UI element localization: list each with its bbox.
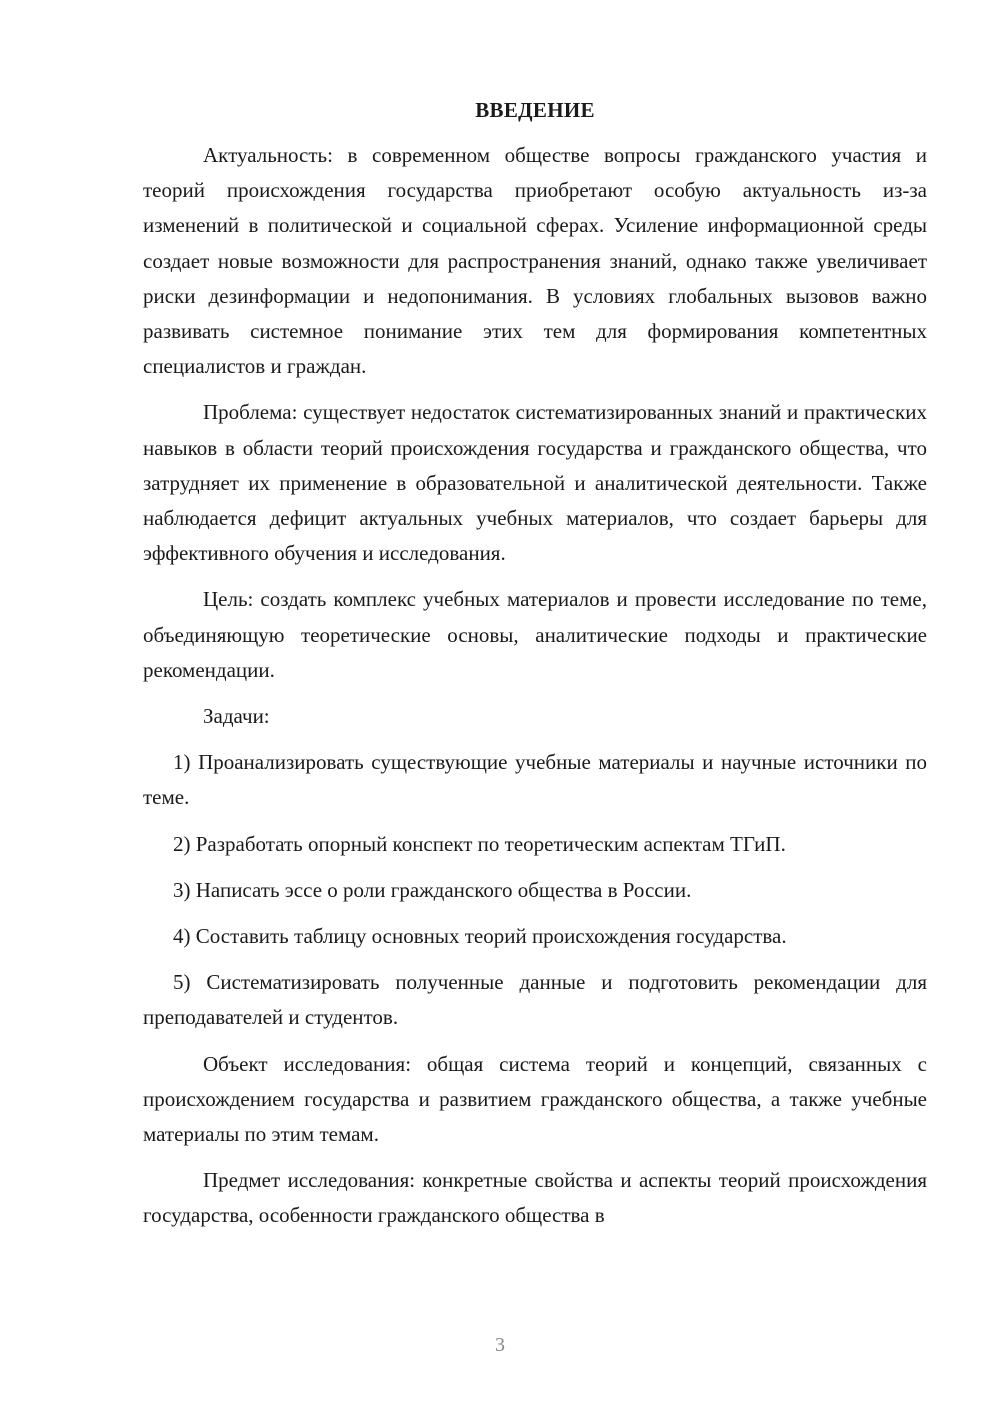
task-item-2: 2) Разработать опорный конспект по теоретическим аспектам ТГиП. bbox=[173, 831, 786, 856]
subject-paragraph: Предмет исследования: конкретные свойства и аспекты теорий происхождения государства, особенности гражданского общества в bbox=[143, 1168, 927, 1228]
page-title: ВВЕДЕНИЕ bbox=[475, 98, 595, 122]
goal-paragraph: Цель: создать комплекс учебных материалов и провести исследование по теме, объединяющую теоретические основы, аналитические подходы и практические рекомендации. bbox=[143, 587, 927, 682]
relevance-paragraph: Актуальность: в современном обществе вопросы гражданского участия и теорий происхождения государства приобретают особую актуальность из-за изменений в политической и социальной сферах. Усиление информационной среды создает новые возможности для распространения знаний, однако также увеличивает риски дезинформации и недопонимания. В условиях глобальных вызовов важно развивать системное понимание этих тем для формирования компетентных специалистов и граждан. bbox=[143, 143, 927, 379]
document-page bbox=[143, 94, 927, 1245]
object-paragraph: Объект исследования: общая система теорий и концепций, связанных с происхождением государства и развитием гражданского общества, а также учебные материалы по этим темам. bbox=[143, 1051, 927, 1147]
task-item-1: 1) Проанализировать существующие учебные материалы и научные источники по теме. bbox=[143, 750, 927, 810]
task-item-4: 4) Составить таблицу основных теорий происхождения государства. bbox=[173, 924, 787, 949]
problem-paragraph: Проблема: существует недостаток систематизированных знаний и практических навыков в области теорий происхождения государства и гражданского общества, что затрудняет их применение в образовательной и аналитической деятельности. Также наблюдается дефицит актуальных учебных материалов, что создает барьеры для эффективного обучения и исследования. bbox=[143, 400, 927, 566]
task-item-3: 3) Написать эссе о роли гражданского общества в России. bbox=[173, 877, 692, 902]
page-number: 3 bbox=[495, 1334, 505, 1356]
tasks-heading: Задачи: bbox=[203, 704, 270, 729]
task-item-5: 5) Систематизировать полученные данные и подготовить рекомендации для преподавателей и студентов. bbox=[143, 970, 927, 1030]
